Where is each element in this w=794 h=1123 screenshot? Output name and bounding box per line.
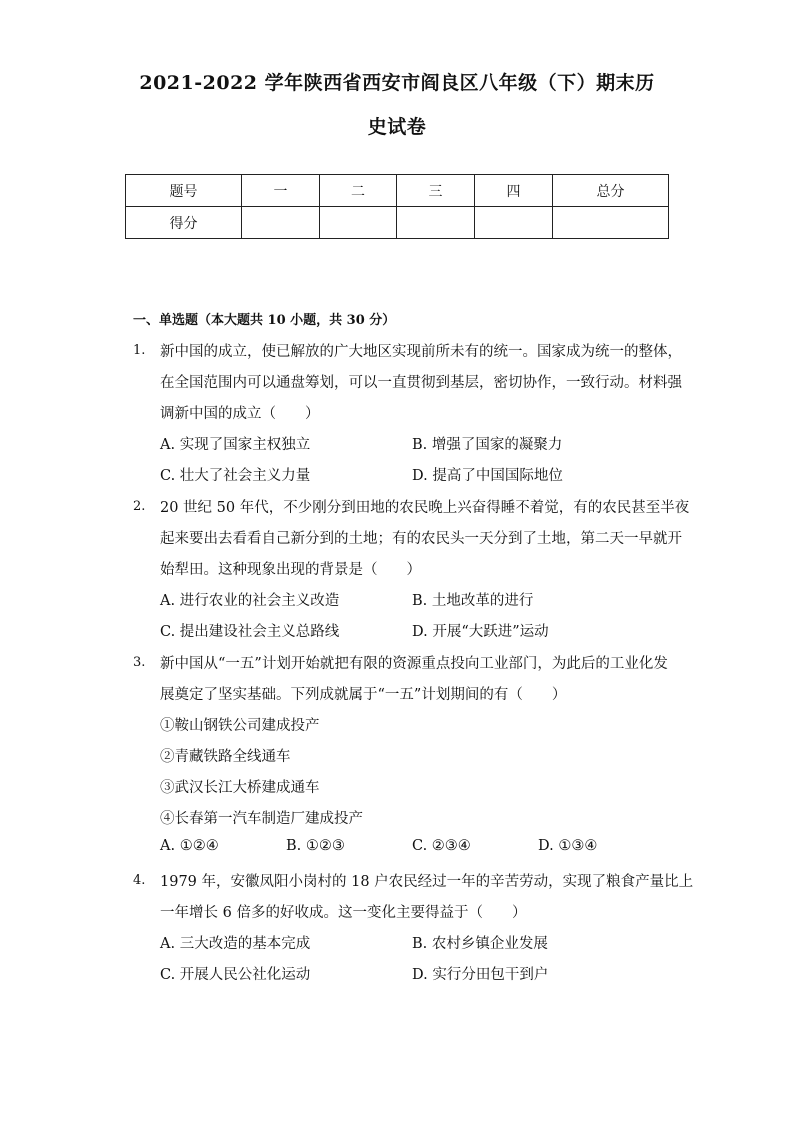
score-table [125,174,669,239]
option-c[interactable]: C. ②③④ [412,838,471,854]
score-cell [475,207,553,239]
exam-title-line1: 2021-2022 学年陕西省西安市阎良区八年级（下）期末历 [139,72,655,94]
score-cell [397,207,475,239]
section-heading: 一、单选题（本大题共 10 小题，共 30 分） [133,313,396,328]
question-text: 起来要出去看看自己新分到的土地；有的农民头一天分到了土地，第二天一早就开 [160,531,682,547]
score-header-cell: 三 [397,175,475,207]
score-cell [553,207,669,239]
score-header-cell: 四 [475,175,553,207]
question-number: 3. [133,655,146,670]
score-table-header-row [126,175,669,207]
question-text: 20 世纪 50 年代，不少刚分到田地的农民晚上兴奋得睡不着觉，有的农民甚至半夜 [160,500,690,516]
option-c[interactable]: C. 开展人民公社化运动 [160,967,311,983]
question-text: 展奠定了坚实基础。下列成就属于“一五”计划期间的有（ ） [160,687,567,703]
question-text: 1979 年，安徽凤阳小岗村的 18 户农民经过一年的辛苦劳动，实现了粮食产量比上 [160,874,694,890]
question-item: ④长春第一汽车制造厂建成投产 [160,811,363,827]
option-d[interactable]: D. 开展“大跃进”运动 [412,624,549,640]
option-b[interactable]: B. ①②③ [286,838,345,854]
score-header-cell: 二 [320,175,397,207]
option-c[interactable]: C. 壮大了社会主义力量 [160,468,311,484]
option-a[interactable]: A. 三大改造的基本完成 [160,936,311,952]
question-text: 新中国的成立，使已解放的广大地区实现前所未有的统一。国家成为统一的整体， [160,344,682,360]
option-b[interactable]: B. 增强了国家的凝聚力 [412,437,563,453]
question-item: ②青藏铁路全线通车 [160,749,291,765]
option-d[interactable]: D. ①③④ [538,838,598,854]
score-header-cell: 一 [242,175,320,207]
exam-title-line2: 史试卷 [367,116,427,138]
question-text: 调新中国的成立（ ） [160,406,320,422]
question-text: 在全国范围内可以通盘筹划，可以一直贯彻到基层，密切协作，一致行动。材料强 [160,375,682,391]
question-text: 一年增长 6 倍多的好收成。这一变化主要得益于（ ） [160,905,527,921]
option-a[interactable]: A. ①②④ [160,838,219,854]
option-d[interactable]: D. 提高了中国国际地位 [412,468,563,484]
question-text: 新中国从“一五”计划开始就把有限的资源重点投向工业部门，为此后的工业化发 [160,656,668,672]
question-text: 始犁田。这种现象出现的背景是（ ） [160,562,421,578]
question-number: 4. [133,873,146,888]
score-cell [320,207,397,239]
option-c[interactable]: C. 提出建设社会主义总路线 [160,624,340,640]
question-number: 1. [133,343,146,358]
option-b[interactable]: B. 农村乡镇企业发展 [412,936,548,952]
score-cell [242,207,320,239]
option-a[interactable]: A. 实现了国家主权独立 [160,437,311,453]
option-b[interactable]: B. 土地改革的进行 [412,593,534,609]
score-header-cell: 总分 [553,175,669,207]
option-d[interactable]: D. 实行分田包干到户 [412,967,549,983]
question-item: ①鞍山钢铁公司建成投产 [160,718,320,734]
score-table-score-row [126,207,669,239]
question-item: ③武汉长江大桥建成通车 [160,780,320,796]
option-a[interactable]: A. 进行农业的社会主义改造 [160,593,340,609]
score-header-cell: 题号 [126,175,242,207]
question-number: 2. [133,499,146,514]
score-row-label: 得分 [126,207,242,239]
